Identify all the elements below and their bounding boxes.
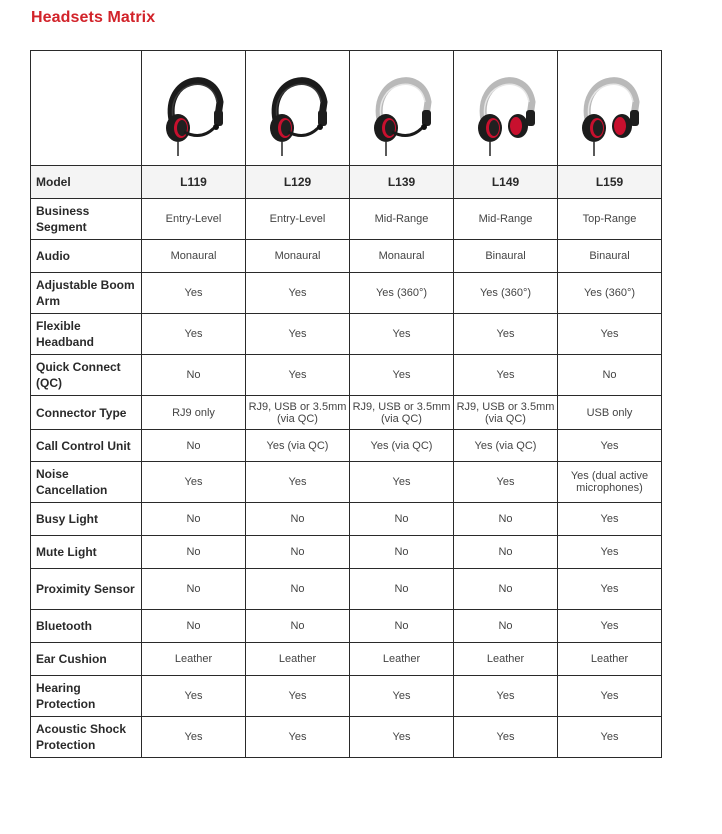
feature-value-cell: Yes xyxy=(142,314,246,355)
feature-value-cell: Yes (via QC) xyxy=(350,430,454,462)
feature-value-cell: No xyxy=(454,536,558,569)
model-name-cell: L159 xyxy=(558,166,662,199)
feature-value-cell: No xyxy=(142,355,246,396)
feature-value-cell: Yes xyxy=(454,676,558,717)
feature-value-cell: Yes xyxy=(558,569,662,610)
row-label: Ear Cushion xyxy=(31,643,142,676)
feature-value-cell: Yes (via QC) xyxy=(454,430,558,462)
feature-value-cell: RJ9, USB or 3.5mm (via QC) xyxy=(246,396,350,430)
feature-value-cell: No xyxy=(246,569,350,610)
headset-image-cell xyxy=(246,51,350,166)
row-label: Adjustable Boom Arm xyxy=(31,273,142,314)
feature-value-cell: No xyxy=(246,503,350,536)
feature-value-cell: No xyxy=(142,610,246,643)
feature-value-cell: No xyxy=(142,536,246,569)
feature-row xyxy=(31,610,662,643)
row-label: Business Segment xyxy=(31,199,142,240)
feature-value-cell: Entry-Level xyxy=(142,199,246,240)
feature-value-cell: Yes (via QC) xyxy=(246,430,350,462)
row-label: Mute Light xyxy=(31,536,142,569)
feature-value-cell: Binaural xyxy=(454,240,558,273)
feature-value-cell: Yes xyxy=(558,430,662,462)
feature-row xyxy=(31,643,662,676)
feature-row xyxy=(31,355,662,396)
feature-value-cell: No xyxy=(142,430,246,462)
monaural-black-headset-icon xyxy=(246,58,349,158)
feature-value-cell: No xyxy=(454,569,558,610)
feature-value-cell: Yes xyxy=(558,503,662,536)
feature-value-cell: Leather xyxy=(454,643,558,676)
row-label: Proximity Sensor xyxy=(31,569,142,610)
feature-value-cell: No xyxy=(350,536,454,569)
feature-value-cell: Yes xyxy=(142,273,246,314)
headset-image-cell xyxy=(558,51,662,166)
feature-value-cell: RJ9, USB or 3.5mm (via QC) xyxy=(350,396,454,430)
feature-value-cell: Yes xyxy=(246,717,350,758)
feature-value-cell: No xyxy=(350,610,454,643)
headset-image-cell xyxy=(142,51,246,166)
feature-value-cell: Yes xyxy=(350,462,454,503)
feature-value-cell: No xyxy=(454,610,558,643)
feature-row xyxy=(31,717,662,758)
monaural-silver-headset-icon xyxy=(350,58,453,158)
empty-corner-cell xyxy=(31,51,142,166)
feature-row xyxy=(31,314,662,355)
binaural-silver-headset-icon xyxy=(454,58,557,158)
feature-value-cell: Yes xyxy=(558,717,662,758)
row-label: Quick Connect (QC) xyxy=(31,355,142,396)
row-label: Noise Cancellation xyxy=(31,462,142,503)
model-name-cell: L139 xyxy=(350,166,454,199)
feature-value-cell: Yes xyxy=(350,314,454,355)
feature-value-cell: No xyxy=(558,355,662,396)
feature-value-cell: Yes xyxy=(142,462,246,503)
feature-value-cell: Yes xyxy=(350,355,454,396)
model-row xyxy=(31,166,662,199)
model-name-cell: L129 xyxy=(246,166,350,199)
row-label: Hearing Protection xyxy=(31,676,142,717)
row-label: Flexible Headband xyxy=(31,314,142,355)
feature-row xyxy=(31,569,662,610)
feature-row xyxy=(31,536,662,569)
feature-value-cell: Yes xyxy=(454,717,558,758)
feature-value-cell: Yes (360°) xyxy=(454,273,558,314)
row-label: Acoustic Shock Protection xyxy=(31,717,142,758)
feature-value-cell: Yes xyxy=(558,676,662,717)
feature-value-cell: RJ9, USB or 3.5mm (via QC) xyxy=(454,396,558,430)
feature-value-cell: Binaural xyxy=(558,240,662,273)
feature-value-cell: Monaural xyxy=(246,240,350,273)
row-label: Busy Light xyxy=(31,503,142,536)
feature-value-cell: Leather xyxy=(142,643,246,676)
headset-image-cell xyxy=(350,51,454,166)
feature-value-cell: Yes xyxy=(246,273,350,314)
image-row xyxy=(31,51,662,166)
feature-value-cell: No xyxy=(142,503,246,536)
page-title: Headsets Matrix xyxy=(31,9,156,26)
feature-value-cell: Yes xyxy=(454,314,558,355)
row-label: Model xyxy=(31,166,142,199)
feature-value-cell: Mid-Range xyxy=(350,199,454,240)
feature-value-cell: Yes (360°) xyxy=(350,273,454,314)
feature-value-cell: Top-Range xyxy=(558,199,662,240)
feature-value-cell: Monaural xyxy=(350,240,454,273)
feature-value-cell: Yes xyxy=(454,355,558,396)
feature-value-cell: Yes xyxy=(142,717,246,758)
feature-value-cell: Yes xyxy=(350,717,454,758)
monaural-black-headset-icon xyxy=(142,58,245,158)
model-name-cell: L119 xyxy=(142,166,246,199)
feature-row xyxy=(31,240,662,273)
feature-value-cell: Mid-Range xyxy=(454,199,558,240)
feature-value-cell: Leather xyxy=(350,643,454,676)
feature-value-cell: No xyxy=(454,503,558,536)
feature-row xyxy=(31,462,662,503)
feature-value-cell: Yes xyxy=(246,462,350,503)
feature-value-cell: No xyxy=(350,569,454,610)
feature-row xyxy=(31,676,662,717)
feature-value-cell: Yes xyxy=(142,676,246,717)
feature-value-cell: Monaural xyxy=(142,240,246,273)
feature-value-cell: No xyxy=(246,610,350,643)
row-label: Audio xyxy=(31,240,142,273)
feature-value-cell: Yes xyxy=(558,314,662,355)
binaural-silver-headset-icon xyxy=(558,58,661,158)
feature-value-cell: Yes xyxy=(350,676,454,717)
feature-value-cell: Yes (dual active microphones) xyxy=(558,462,662,503)
feature-value-cell: Yes xyxy=(558,536,662,569)
headsets-matrix-table xyxy=(30,50,662,758)
feature-value-cell: USB only xyxy=(558,396,662,430)
row-label: Bluetooth xyxy=(31,610,142,643)
feature-value-cell: Yes (360°) xyxy=(558,273,662,314)
feature-value-cell: No xyxy=(350,503,454,536)
feature-row xyxy=(31,430,662,462)
headset-image-cell xyxy=(454,51,558,166)
row-label: Call Control Unit xyxy=(31,430,142,462)
feature-value-cell: No xyxy=(142,569,246,610)
feature-value-cell: Yes xyxy=(246,676,350,717)
feature-value-cell: Entry-Level xyxy=(246,199,350,240)
feature-value-cell: Yes xyxy=(454,462,558,503)
feature-value-cell: Leather xyxy=(558,643,662,676)
feature-row xyxy=(31,199,662,240)
feature-value-cell: Yes xyxy=(246,355,350,396)
feature-value-cell: RJ9 only xyxy=(142,396,246,430)
feature-row xyxy=(31,273,662,314)
feature-value-cell: Yes xyxy=(558,610,662,643)
row-label: Connector Type xyxy=(31,396,142,430)
model-name-cell: L149 xyxy=(454,166,558,199)
feature-row xyxy=(31,503,662,536)
feature-value-cell: Yes xyxy=(246,314,350,355)
feature-value-cell: Leather xyxy=(246,643,350,676)
feature-row xyxy=(31,396,662,430)
feature-value-cell: No xyxy=(246,536,350,569)
